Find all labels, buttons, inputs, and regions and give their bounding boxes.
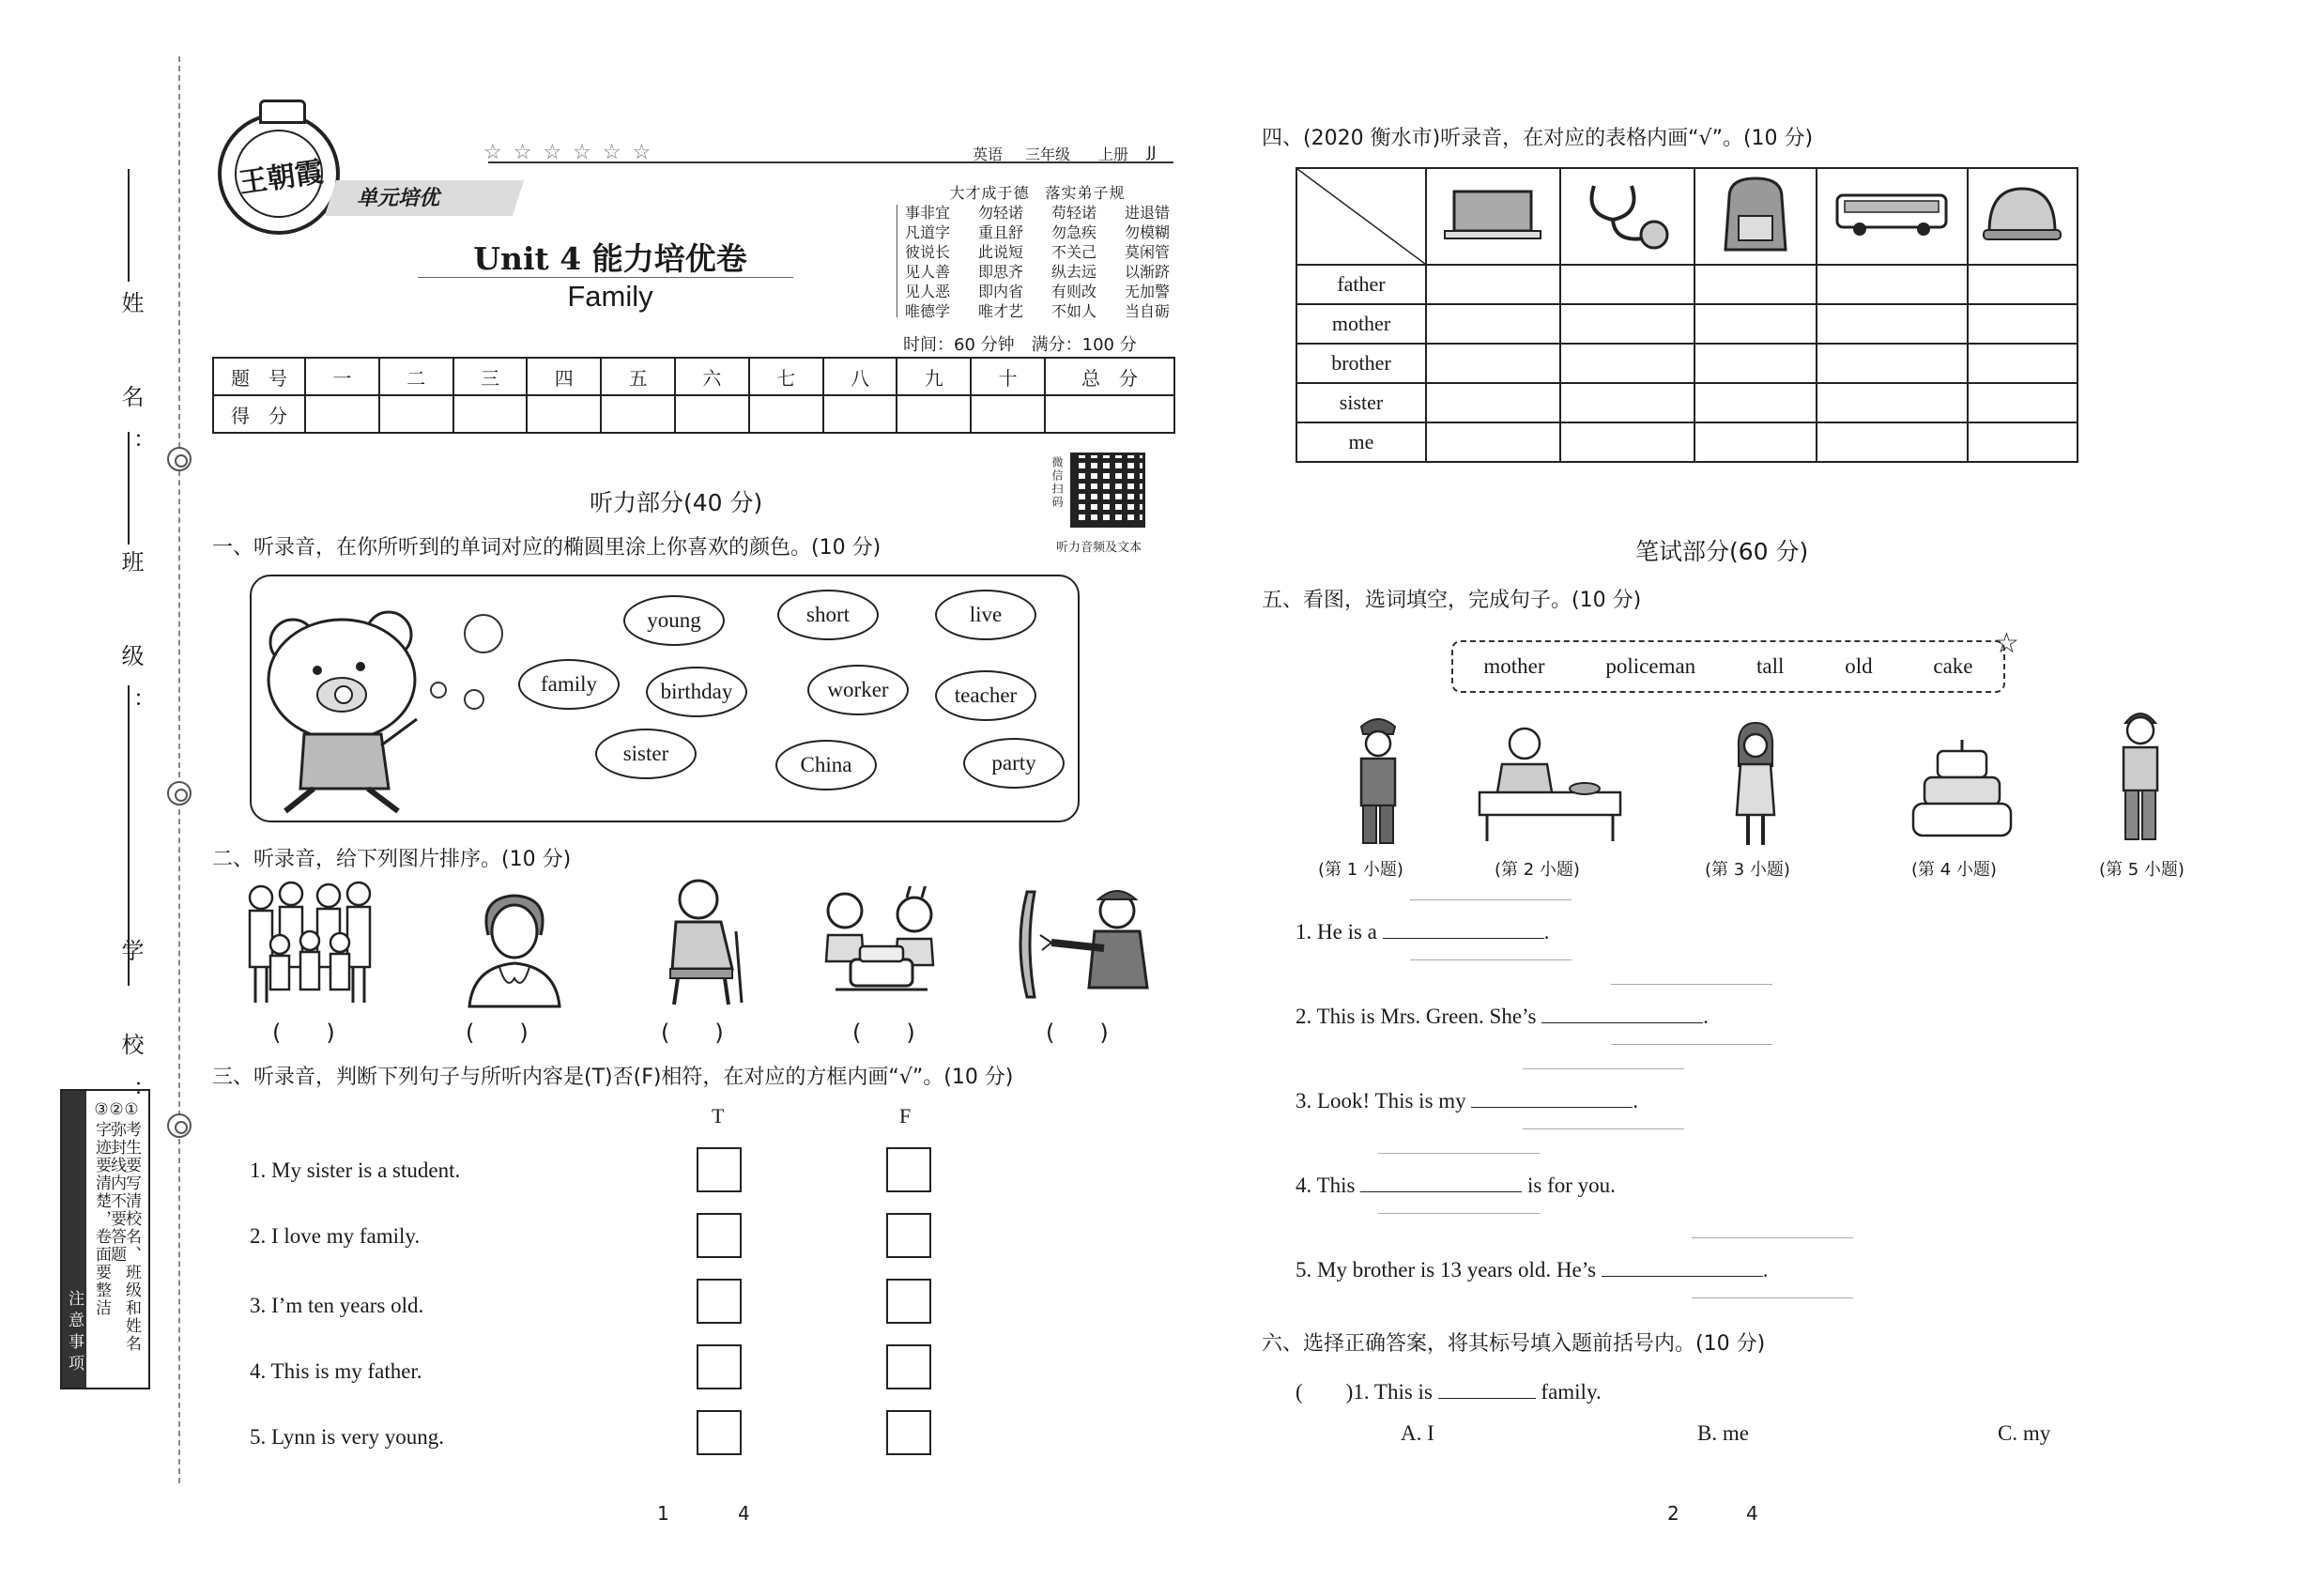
score-cell[interactable]: [971, 395, 1045, 433]
word-oval[interactable]: family: [518, 659, 620, 710]
proverb-row: [905, 223, 1170, 242]
class-underline: [128, 432, 130, 545]
q4-cell[interactable]: [1560, 344, 1694, 383]
score-cell[interactable]: [1045, 395, 1174, 433]
q4-cell[interactable]: [1694, 383, 1817, 422]
score-cell[interactable]: [305, 395, 379, 433]
answer-blank[interactable]: [1471, 1089, 1633, 1108]
answer-parenthesis[interactable]: ( ): [1046, 1020, 1109, 1046]
page-number: 1: [657, 1502, 669, 1525]
proverb-row: [905, 282, 1170, 301]
false-checkbox[interactable]: [886, 1279, 931, 1324]
proverb-title: 大才成于德 落实弟子规: [949, 184, 1126, 202]
false-checkbox[interactable]: [886, 1344, 931, 1389]
score-header-row: [213, 358, 1174, 395]
notice-title: 注意事项: [62, 1091, 86, 1388]
score-header-cell: 八: [823, 358, 897, 395]
q4-row: [1296, 383, 2078, 422]
score-cell[interactable]: [453, 395, 528, 433]
time-text: 时间：60 分钟: [903, 335, 1015, 355]
proverb-row: [905, 242, 1170, 262]
guide-line: [1611, 1044, 1772, 1045]
word-oval[interactable]: sister: [595, 729, 697, 779]
q6-heading: 六、选择正确答案，将其标号填入题前括号内。(10 分): [1262, 1332, 1766, 1356]
sentence-text: 2. This is Mrs. Green. She’s: [1296, 1005, 1537, 1028]
q4-row-label: brother: [1296, 344, 1426, 383]
guide-line: [1611, 984, 1772, 985]
woman-picture-icon: [1727, 721, 1784, 849]
true-checkbox[interactable]: [697, 1213, 742, 1258]
fill-sentence: [1296, 1258, 1769, 1282]
sentence-text: .: [1543, 920, 1550, 944]
score-cell[interactable]: [823, 395, 897, 433]
guide-line: [1692, 1237, 1853, 1238]
score-row-label: 得 分: [213, 395, 305, 433]
crown-icon: [259, 100, 306, 124]
term-tag: 上册: [1098, 146, 1129, 163]
worker-picture-icon: [1014, 882, 1162, 1001]
proverb-row: [905, 262, 1170, 282]
true-checkbox[interactable]: [697, 1410, 742, 1455]
brand-name: 王朝霞: [237, 155, 326, 201]
doctor-picture-icon: [460, 888, 569, 1008]
page-number: 4: [1746, 1502, 1758, 1525]
grade-tag: 三年级: [1025, 146, 1071, 163]
subject-tag: 英语: [973, 146, 1004, 163]
q4-cell[interactable]: [1560, 304, 1694, 344]
diagonal-line-icon: [1297, 169, 1425, 264]
page-subtitle: Family: [567, 280, 653, 313]
policeman-picture-icon: [1350, 712, 1406, 849]
proverb-text: 彼说长: [905, 243, 951, 261]
answer-parenthesis[interactable]: ( ): [661, 1020, 724, 1046]
proverb-block: [905, 183, 1170, 321]
q4-cell[interactable]: [1560, 422, 1694, 462]
q4-row-label: me: [1296, 422, 1426, 462]
score-cell[interactable]: [527, 395, 601, 433]
q4-cell[interactable]: [1426, 422, 1560, 462]
exam-time: [903, 331, 1137, 356]
q4-heading: 四、(2020 衡水市)听录音，在对应的表格内画“√”。(10 分): [1262, 127, 1814, 150]
school-label: 学 校：: [117, 939, 144, 1127]
q2-heading: 二、听录音，给下列图片排序。(10 分): [212, 848, 572, 871]
proverb-text: 不如人: [1050, 302, 1096, 320]
brand-logo: [218, 113, 340, 235]
sentence-text: 1. He is a: [1296, 920, 1377, 944]
qr-note: 微信扫码: [1050, 456, 1064, 509]
score-cell[interactable]: [675, 395, 749, 433]
proverb-text: 当自砺: [1124, 302, 1170, 320]
q4-cell[interactable]: [1968, 304, 2078, 344]
q4-row: [1296, 265, 2078, 304]
score-header-cell: 六: [675, 358, 749, 395]
header-rule: [488, 161, 1173, 163]
edition-tag: JJ: [1147, 143, 1157, 161]
title-divider: [418, 277, 793, 278]
sentence-text: is for you.: [1526, 1174, 1616, 1197]
score-cell[interactable]: [897, 395, 971, 433]
banner-label: 单元培优: [357, 187, 440, 210]
stethoscope-cell: [1560, 168, 1694, 265]
score-header-cell: 七: [749, 358, 823, 395]
q4-cell[interactable]: [1817, 422, 1968, 462]
q4-cell[interactable]: [1817, 344, 1968, 383]
word-bank-item: tall: [1756, 654, 1785, 678]
proverb-text: 进退错: [1124, 204, 1170, 222]
listening-title: 听力部分(40 分): [590, 489, 763, 516]
tf-sentence: 1. My sister is a student.: [250, 1159, 461, 1182]
star-icon: ☆: [1994, 627, 2019, 660]
bear-icon: [257, 605, 483, 821]
score-header-cell: 十: [971, 358, 1045, 395]
q5-heading: 五、看图，选词填空，完成句子。(10 分): [1262, 589, 1642, 612]
false-checkbox[interactable]: [886, 1147, 931, 1192]
proverb-text: 唯德学: [905, 302, 951, 320]
proverb-text: 纵去远: [1050, 263, 1096, 281]
q4-grid: [1296, 167, 2078, 463]
tf-sentence: 5. Lynn is very young.: [250, 1425, 444, 1449]
score-cell[interactable]: [601, 395, 675, 433]
word-oval[interactable]: worker: [807, 665, 909, 715]
score-header-cell: 三: [453, 358, 528, 395]
score-header-cell: 四: [527, 358, 601, 395]
false-checkbox[interactable]: [886, 1213, 931, 1258]
answer-blank[interactable]: [1541, 1005, 1703, 1023]
writing-title: 笔试部分(60 分): [1635, 538, 1809, 565]
figure-caption: (第 3 小题): [1705, 860, 1790, 880]
answer-parenthesis[interactable]: ( ): [1296, 1380, 1354, 1404]
q4-row: [1296, 304, 2078, 344]
q4-cell[interactable]: [1426, 265, 1560, 304]
boy-picture-icon: [2112, 704, 2169, 845]
question-stem: family.: [1541, 1380, 1602, 1404]
word-bank: [1451, 640, 2005, 693]
false-column-label: F: [899, 1104, 912, 1128]
figure-caption: (第 2 小题): [1495, 860, 1580, 880]
tf-sentence: 4. This is my father.: [250, 1359, 422, 1383]
question-stem: 1. This is: [1353, 1380, 1433, 1404]
q1-heading: 一、听录音，在你所听到的单词对应的椭圆里涂上你喜欢的颜色。(10 分): [212, 536, 882, 560]
binding-hole-icon: [167, 781, 192, 806]
q4-cell[interactable]: [1426, 344, 1560, 383]
qr-code-icon: [1070, 453, 1145, 528]
proverb-text: 勿急疾: [1050, 223, 1096, 241]
guide-line: [1378, 1213, 1540, 1214]
word-bank-item: policeman: [1605, 654, 1696, 678]
word-oval[interactable]: party: [963, 738, 1065, 789]
answer-blank[interactable]: [1383, 920, 1544, 939]
diagonal-header-cell: [1296, 168, 1426, 265]
proverb-text: 即思齐: [977, 263, 1023, 281]
false-checkbox[interactable]: [886, 1410, 931, 1455]
tf-sentence: 3. I’m ten years old.: [250, 1294, 424, 1317]
score-cell[interactable]: [379, 395, 453, 433]
true-checkbox[interactable]: [697, 1147, 742, 1192]
word-bank-item: cake: [1933, 654, 1973, 678]
laptop-cell: [1426, 168, 1560, 265]
answer-parenthesis[interactable]: ( ): [852, 1020, 915, 1046]
q4-cell[interactable]: [1968, 422, 2078, 462]
q4-cell[interactable]: [1694, 422, 1817, 462]
answer-parenthesis[interactable]: ( ): [466, 1020, 529, 1046]
bubble-icon: [430, 682, 447, 698]
proverb-text: 凡道字: [905, 223, 951, 241]
answer-blank[interactable]: [1438, 1380, 1536, 1399]
proverb-row: [905, 301, 1170, 321]
fill-sentence: [1296, 1174, 1616, 1198]
proverb-text: 此说短: [977, 243, 1023, 261]
family-picture-icon: [242, 879, 377, 1006]
q4-cell[interactable]: [1968, 383, 2078, 422]
q1-word-box: [250, 575, 1080, 822]
word-oval[interactable]: teacher: [935, 670, 1036, 721]
difficulty-stars: ☆☆☆☆☆☆: [483, 141, 663, 164]
sentence-text: 3. Look! This is my: [1296, 1089, 1466, 1113]
answer-blank[interactable]: [1360, 1174, 1522, 1192]
q4-cell[interactable]: [1426, 383, 1560, 422]
answer-blank[interactable]: [1602, 1258, 1763, 1277]
proverb-text: 有则改: [1050, 283, 1096, 300]
proverb-text: 无加警: [1124, 283, 1170, 300]
sentence-text: 5. My brother is 13 years old. He’s: [1296, 1258, 1597, 1281]
q4-cell[interactable]: [1560, 383, 1694, 422]
q4-icon-row: [1296, 168, 2078, 265]
score-value-row: [213, 395, 1174, 433]
fill-sentence: [1296, 1005, 1709, 1029]
score-header-cell: 二: [379, 358, 453, 395]
class-label: 班 级：: [117, 550, 144, 738]
sentence-text: .: [1703, 1005, 1709, 1028]
tf-sentence: 2. I love my family.: [250, 1224, 421, 1248]
answer-parenthesis[interactable]: ( ): [272, 1020, 335, 1046]
word-oval[interactable]: short: [777, 590, 879, 640]
fill-sentence: [1296, 920, 1549, 944]
q4-cell[interactable]: [1968, 265, 2078, 304]
word-oval[interactable]: birthday: [646, 667, 747, 717]
fill-sentence: [1296, 1089, 1638, 1113]
proverb-text: 重且舒: [977, 223, 1023, 241]
notice-item: ①考生要写清校名、班级和姓名: [122, 1100, 141, 1353]
figure-caption: (第 1 小题): [1318, 860, 1403, 880]
sentence-text: .: [1762, 1258, 1769, 1281]
score-header-cell: 一: [305, 358, 379, 395]
q4-cell[interactable]: [1817, 304, 1968, 344]
page-number: 4: [738, 1502, 750, 1525]
q4-cell[interactable]: [1817, 383, 1968, 422]
word-bank-item: old: [1845, 654, 1873, 678]
q4-cell[interactable]: [1426, 304, 1560, 344]
bubble-icon: [464, 689, 484, 710]
proverb-text: 以渐跻: [1124, 263, 1170, 281]
q4-row-label: sister: [1296, 383, 1426, 422]
grandma-picture-icon: [1474, 723, 1624, 845]
score-header-cell: 题 号: [213, 358, 305, 395]
name-label: 姓 名：: [117, 291, 144, 479]
bus-cell: [1817, 168, 1968, 265]
helmet-icon: [1980, 181, 2064, 247]
proverb-text: 勿轻诺: [977, 204, 1023, 222]
proverb-text: 唯才艺: [977, 302, 1023, 320]
proverb-text: 见人善: [905, 263, 951, 281]
word-oval[interactable]: China: [775, 740, 877, 790]
notice-item: ②弥封线内不要答题: [107, 1100, 126, 1264]
option-b[interactable]: B. me: [1697, 1421, 1749, 1445]
sentence-text: 4. This: [1296, 1174, 1356, 1197]
score-table: [212, 357, 1175, 434]
q4-row: [1296, 422, 2078, 462]
q4-cell[interactable]: [1968, 344, 2078, 383]
q3-heading: 三、听录音，判断下列句子与所听内容是(T)否(F)相符，在对应的方框内画“√”。(10 分): [212, 1066, 1014, 1089]
figure-caption: (第 4 小题): [1911, 860, 1997, 880]
score-cell[interactable]: [749, 395, 823, 433]
guide-line: [1410, 959, 1572, 960]
word-oval[interactable]: live: [935, 590, 1036, 640]
proverb-text: 莫闲管: [1124, 243, 1170, 261]
bubble-icon: [464, 614, 503, 653]
binding-hole-icon: [167, 1113, 192, 1138]
figure-caption: (第 5 小题): [2099, 860, 2185, 880]
cake-picture-icon: [1909, 738, 2015, 841]
laptop-icon: [1441, 186, 1544, 242]
true-checkbox[interactable]: [697, 1344, 742, 1389]
q4-cell[interactable]: [1694, 265, 1817, 304]
true-column-label: T: [712, 1104, 725, 1128]
proverb-text: 即内省: [977, 283, 1023, 300]
option-c[interactable]: C. my: [1998, 1421, 2051, 1445]
mc-question: [1296, 1374, 1602, 1405]
helmet-cell: [1968, 168, 2078, 265]
birthday-party-picture-icon: [817, 886, 946, 1001]
proverb-text: 见人恶: [905, 283, 951, 300]
notice-box: [60, 1089, 150, 1389]
guide-line: [1523, 1128, 1684, 1129]
guide-line: [1378, 1153, 1540, 1154]
proverb-text: 不关己: [1050, 243, 1096, 261]
binding-hole-icon: [167, 447, 192, 471]
backpack-cell: [1694, 168, 1817, 265]
score-header-cell: 九: [897, 358, 971, 395]
guide-line: [1692, 1297, 1853, 1298]
proverb-text: 勿模糊: [1124, 223, 1170, 241]
score-header-cell: 总 分: [1045, 358, 1174, 395]
true-checkbox[interactable]: [697, 1279, 742, 1324]
bus-icon: [1833, 190, 1950, 238]
page-title: Unit 4 能力培优卷: [473, 240, 747, 277]
q4-cell[interactable]: [1694, 344, 1817, 383]
proverb-text: 事非宜: [905, 204, 951, 222]
word-oval[interactable]: young: [623, 595, 725, 646]
grandpa-picture-icon: [653, 875, 747, 1006]
proverb-row: [905, 203, 1170, 223]
name-underline: [128, 169, 130, 282]
proverb-text: 苟轻诺: [1050, 204, 1096, 222]
qr-caption: 听力音频及文本: [1056, 541, 1142, 555]
page-number: 2: [1667, 1502, 1679, 1525]
q4-cell[interactable]: [1817, 265, 1968, 304]
word-bank-item: mother: [1483, 654, 1545, 678]
full-score-text: 满分：100 分: [1031, 335, 1137, 355]
q4-row-label: father: [1296, 265, 1426, 304]
notice-item: ③字迹要清楚，卷面要整洁: [92, 1100, 111, 1317]
backpack-icon: [1709, 175, 1802, 253]
stethoscope-icon: [1575, 176, 1679, 252]
q4-row-label: mother: [1296, 304, 1426, 344]
q4-cell[interactable]: [1560, 265, 1694, 304]
q4-row: [1296, 344, 2078, 383]
guide-line: [1410, 899, 1572, 900]
score-header-cell: 五: [601, 358, 675, 395]
seal-dashed-line: [178, 56, 180, 1483]
guide-line: [1523, 1068, 1684, 1069]
option-a[interactable]: A. I: [1401, 1421, 1434, 1445]
sentence-text: .: [1633, 1089, 1639, 1113]
q4-cell[interactable]: [1694, 304, 1817, 344]
